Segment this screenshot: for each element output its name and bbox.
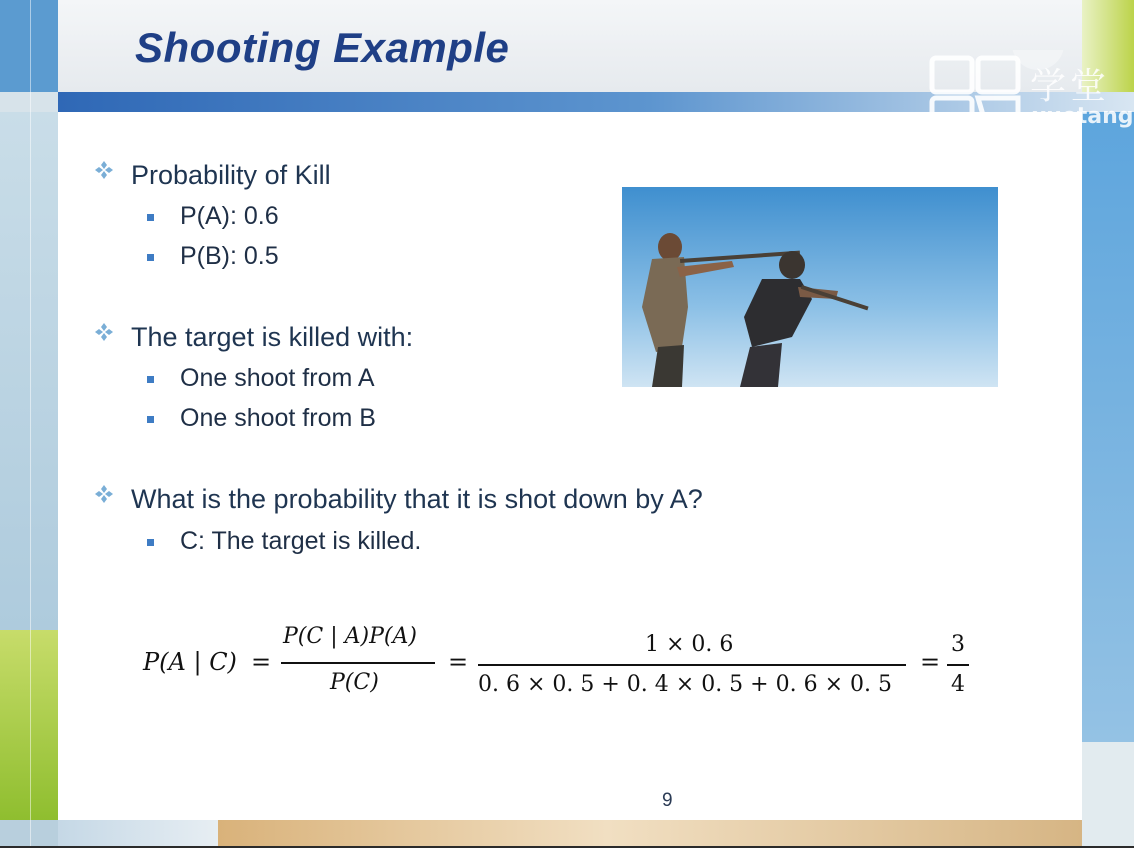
formula-frac1-line xyxy=(281,662,435,664)
formula-frac3-denominator: 4 xyxy=(951,672,965,697)
formula-frac1-denominator: P(C) xyxy=(330,670,379,695)
sub-bullet: One shoot from A xyxy=(180,364,375,392)
bullet-probability-of-kill xyxy=(131,160,331,191)
sub-bullet: P(A): 0.6 xyxy=(180,202,279,230)
bullet-text: Probability of Kill xyxy=(131,160,331,190)
left-frame-top xyxy=(0,0,58,92)
left-frame-green xyxy=(0,630,58,820)
footer-band-right xyxy=(218,820,1082,848)
four-diamond-bullet-icon xyxy=(93,321,115,343)
four-diamond-bullet-icon xyxy=(93,483,115,505)
formula-frac3-line xyxy=(947,664,969,666)
formula-equals: = xyxy=(251,648,272,676)
bullet-target-killed-with xyxy=(131,322,413,353)
formula-frac2-denominator: 0. 6 × 0. 5 + 0. 4 × 0. 5 + 0. 6 × 0. 5 xyxy=(478,672,892,697)
bullet-text: The target is killed with: xyxy=(131,322,414,352)
bullet-text: What is the probability that it is shot down by A? xyxy=(131,484,703,514)
left-frame-middle xyxy=(0,112,58,630)
right-frame-blue xyxy=(1082,112,1134,742)
formula-equals: = xyxy=(920,648,941,676)
footer-band-left xyxy=(58,820,218,848)
logo-chars: 学堂 xyxy=(1030,66,1111,107)
sub-bullet: One shoot from B xyxy=(180,404,376,432)
page-number: 9 xyxy=(662,790,673,811)
slide-title: Shooting Example xyxy=(135,24,510,71)
sub-bullet: C: The target is killed. xyxy=(180,527,422,555)
logo-subtext: xuetang xyxy=(1032,104,1134,129)
shooters-photo xyxy=(622,187,998,387)
left-frame-divider xyxy=(30,0,31,848)
sub-bullet: P(B): 0.5 xyxy=(180,242,279,270)
formula-equals: = xyxy=(448,648,469,676)
left-frame-gap xyxy=(0,92,58,112)
right-frame-bottom xyxy=(1082,742,1134,848)
formula-frac2-numerator: 1 × 0. 6 xyxy=(645,632,734,657)
formula-frac3-numerator: 3 xyxy=(951,632,965,657)
formula-frac1-numerator: P(C | A)P(A) xyxy=(283,624,417,649)
four-diamond-bullet-icon xyxy=(93,159,115,181)
formula-lhs: P(A | C) xyxy=(143,648,237,676)
formula-frac2-line xyxy=(478,664,906,666)
bullet-question xyxy=(131,484,703,515)
left-frame-bottom xyxy=(0,820,58,848)
